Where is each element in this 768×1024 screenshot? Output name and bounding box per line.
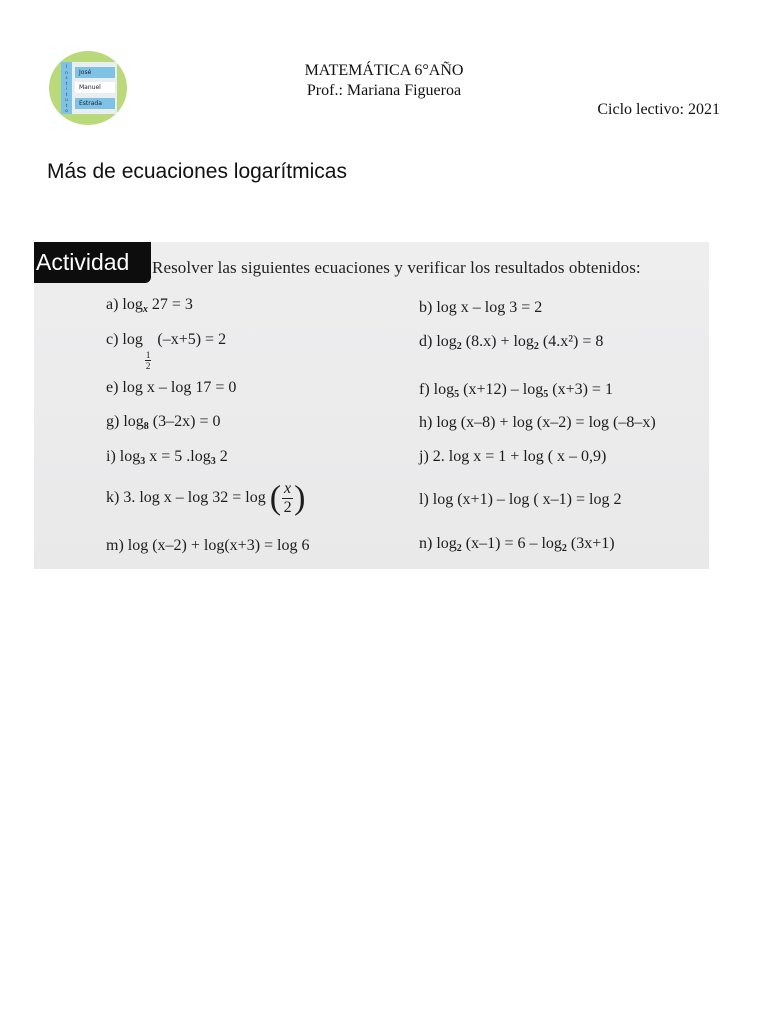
- left-paren: (: [269, 479, 282, 517]
- exercise-e: e) log x – log 17 = 0: [106, 379, 237, 396]
- exercise-n: n) $\log_2 (x-1) = 6 - \log_2 (3x+1)$: [419, 535, 615, 554]
- logo-letter: I: [65, 64, 68, 69]
- exercise-g: g) $\log_8 (3-2x) = 0$: [106, 413, 221, 432]
- school-year: Ciclo lectivo: 2021: [597, 101, 720, 118]
- exercise-i: i) $\log_3 x = 5$ $.\log_3$ 2: [106, 448, 228, 467]
- logo-letter: i: [65, 86, 68, 91]
- exercise-a: a) $\log_x 27 = 3$: [106, 296, 193, 315]
- exercise-c: c) log $\frac{1}{2}$ (–x+5) = 2: [106, 331, 227, 371]
- logo-letter: o: [65, 108, 68, 113]
- subject-heading: MATEMÁTICA 6°AÑO: [304, 62, 464, 79]
- exercise-l: l) log (x+1) – log ( x–1) = log 2: [419, 491, 622, 508]
- logo-letter: t: [65, 80, 68, 86]
- logo-row-estrada: Estrada: [75, 98, 115, 109]
- exercise-d: d) $\log_2 (8.x) + \log_2 (4.x^2) = 8$: [419, 333, 604, 352]
- exercise-h: h) log (x–8) + log (x–2) = log (–8–x): [419, 414, 656, 431]
- exercise-k: k) 3. log x – log 32 = log ( $\frac{x}{2}$ ): [106, 479, 306, 517]
- activity-instruction: Resolver las siguientes ecuaciones y verificar los resultados obtenidos:: [152, 258, 641, 277]
- logo-letter: u: [65, 97, 68, 102]
- exercise-f: f) $\log_5 (x+12) - \log_5 (x+3) = 1$: [419, 381, 613, 400]
- exercise-m: m) log (x–2) + log(x+3) = log 6: [106, 537, 310, 554]
- activity-image: [34, 242, 709, 569]
- logo-letter: t: [65, 91, 68, 97]
- logo-letter: n: [65, 69, 68, 75]
- logo-letter: t: [65, 102, 68, 108]
- activity-badge: Actividad: [34, 242, 151, 283]
- teacher-name: Prof.: Mariana Figueroa: [306, 82, 462, 99]
- logo-row-manuel: Manuel: [75, 82, 115, 93]
- logo-letter: s: [65, 75, 68, 80]
- exercise-b: b) log x – log 3 = 2: [419, 299, 543, 316]
- logo-row-jose: José: [75, 67, 115, 78]
- right-paren: ): [294, 479, 306, 517]
- exercise-j: j) 2. log x = 1 + log ( x – 0,9): [419, 448, 607, 465]
- fraction: $\frac{x}{2}$: [283, 480, 292, 516]
- page-title: Más de ecuaciones logarítmicas: [47, 160, 347, 183]
